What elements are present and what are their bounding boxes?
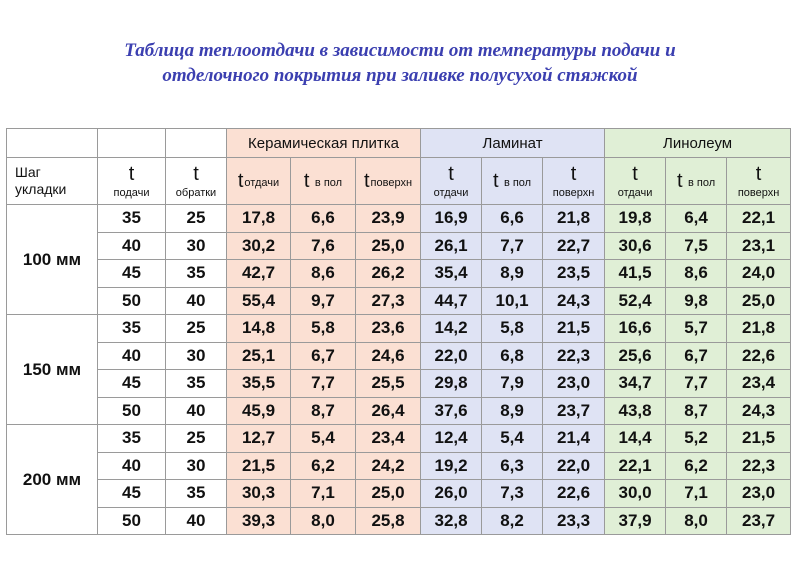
linoleum-output-cell: 43,8 (605, 397, 666, 425)
supply-temp-cell: 35 (98, 315, 166, 343)
ceramic-floor-cell: 7,1 (291, 480, 356, 508)
linoleum-floor-cell: 5,7 (666, 315, 727, 343)
ceramic-floor-cell: 9,7 (291, 287, 356, 315)
supply-temp-header: t подачи (98, 158, 166, 205)
ceramic-floor-cell: 7,7 (291, 370, 356, 398)
ceramic-output-cell: 55,4 (227, 287, 291, 315)
ceramic-surface-cell: 23,6 (356, 315, 421, 343)
linoleum-surface-cell: 22,6 (727, 342, 791, 370)
ceramic-surface-header: tповерхн (356, 158, 421, 205)
return-temp-cell: 35 (166, 260, 227, 288)
table-row (7, 342, 791, 370)
linoleum-output-cell: 19,8 (605, 205, 666, 233)
linoleum-output-header: t отдачи (605, 158, 666, 205)
laminate-surface-header: t поверхн (543, 158, 605, 205)
supply-temp-cell: 45 (98, 260, 166, 288)
linoleum-surface-cell: 23,7 (727, 507, 791, 535)
ceramic-surface-cell: 23,4 (356, 425, 421, 453)
linoleum-output-cell: 52,4 (605, 287, 666, 315)
table-row (7, 507, 791, 535)
laminate-surface-cell: 21,4 (543, 425, 605, 453)
return-temp-cell: 25 (166, 425, 227, 453)
linoleum-floor-cell: 6,4 (666, 205, 727, 233)
laminate-surface-cell: 22,7 (543, 232, 605, 260)
ceramic-surface-cell: 24,2 (356, 452, 421, 480)
ceramic-output-cell: 25,1 (227, 342, 291, 370)
laminate-output-cell: 26,0 (421, 480, 482, 508)
ceramic-surface-cell: 25,8 (356, 507, 421, 535)
linoleum-output-cell: 25,6 (605, 342, 666, 370)
return-temp-cell: 35 (166, 370, 227, 398)
group-linoleum-header: Линолеум (605, 129, 791, 158)
laminate-output-cell: 22,0 (421, 342, 482, 370)
return-temp-cell: 40 (166, 287, 227, 315)
laminate-floor-cell: 7,7 (482, 232, 543, 260)
column-header-row (7, 158, 791, 205)
linoleum-output-cell: 22,1 (605, 452, 666, 480)
linoleum-floor-cell: 7,1 (666, 480, 727, 508)
laminate-output-cell: 37,6 (421, 397, 482, 425)
ceramic-surface-cell: 25,5 (356, 370, 421, 398)
laminate-floor-cell: 8,2 (482, 507, 543, 535)
linoleum-output-cell: 16,6 (605, 315, 666, 343)
laminate-surface-cell: 23,5 (543, 260, 605, 288)
ceramic-output-cell: 30,3 (227, 480, 291, 508)
ceramic-floor-header: t в пол (291, 158, 356, 205)
linoleum-floor-cell: 8,0 (666, 507, 727, 535)
laminate-floor-cell: 6,3 (482, 452, 543, 480)
ceramic-surface-cell: 26,4 (356, 397, 421, 425)
laminate-surface-cell: 22,0 (543, 452, 605, 480)
ceramic-surface-cell: 23,9 (356, 205, 421, 233)
return-temp-cell: 30 (166, 232, 227, 260)
ceramic-floor-cell: 7,6 (291, 232, 356, 260)
laminate-floor-cell: 8,9 (482, 397, 543, 425)
laminate-floor-cell: 8,9 (482, 260, 543, 288)
return-temp-header: t обратки (166, 158, 227, 205)
laminate-floor-cell: 5,4 (482, 425, 543, 453)
table-row (7, 452, 791, 480)
supply-temp-cell: 45 (98, 370, 166, 398)
ceramic-output-cell: 21,5 (227, 452, 291, 480)
return-temp-cell: 35 (166, 480, 227, 508)
title-line-2: отделочного покрытия при заливке полусухой стяжкой (162, 65, 638, 86)
return-temp-cell: 25 (166, 315, 227, 343)
ceramic-floor-cell: 6,2 (291, 452, 356, 480)
laminate-surface-cell: 21,5 (543, 315, 605, 343)
ceramic-surface-cell: 24,6 (356, 342, 421, 370)
linoleum-floor-cell: 6,7 (666, 342, 727, 370)
supply-temp-cell: 45 (98, 480, 166, 508)
supply-temp-cell: 35 (98, 205, 166, 233)
ceramic-output-header: tотдачи (227, 158, 291, 205)
step-header-line2: укладки (15, 181, 67, 197)
ceramic-floor-cell: 8,0 (291, 507, 356, 535)
linoleum-output-cell: 37,9 (605, 507, 666, 535)
laminate-output-cell: 26,1 (421, 232, 482, 260)
laminate-output-cell: 32,8 (421, 507, 482, 535)
linoleum-floor-cell: 6,2 (666, 452, 727, 480)
table-row (7, 480, 791, 508)
table-row (7, 232, 791, 260)
linoleum-output-cell: 34,7 (605, 370, 666, 398)
supply-temp-cell: 40 (98, 452, 166, 480)
laminate-output-cell: 14,2 (421, 315, 482, 343)
laminate-floor-cell: 6,8 (482, 342, 543, 370)
supply-temp-cell: 40 (98, 342, 166, 370)
laminate-output-cell: 29,8 (421, 370, 482, 398)
supply-temp-cell: 50 (98, 287, 166, 315)
table-row (7, 425, 791, 453)
linoleum-output-cell: 14,4 (605, 425, 666, 453)
table-row (7, 287, 791, 315)
ceramic-floor-cell: 6,7 (291, 342, 356, 370)
linoleum-surface-cell: 21,8 (727, 315, 791, 343)
supply-temp-cell: 35 (98, 425, 166, 453)
laminate-surface-cell: 24,3 (543, 287, 605, 315)
step-header (7, 158, 98, 205)
supply-temp-cell: 50 (98, 397, 166, 425)
laminate-surface-cell: 22,6 (543, 480, 605, 508)
table-row (7, 260, 791, 288)
laminate-floor-cell: 7,3 (482, 480, 543, 508)
linoleum-floor-cell: 8,6 (666, 260, 727, 288)
table-row (7, 315, 791, 343)
ceramic-output-cell: 45,9 (227, 397, 291, 425)
linoleum-surface-cell: 21,5 (727, 425, 791, 453)
table-title (0, 38, 800, 88)
laminate-surface-cell: 21,8 (543, 205, 605, 233)
ceramic-surface-cell: 25,0 (356, 232, 421, 260)
ceramic-output-cell: 42,7 (227, 260, 291, 288)
group-ceramic-header: Керамическая плитка (227, 129, 421, 158)
supply-temp-cell: 50 (98, 507, 166, 535)
spacing-cell: 150 мм (7, 315, 98, 425)
ceramic-floor-cell: 5,4 (291, 425, 356, 453)
laminate-output-cell: 44,7 (421, 287, 482, 315)
linoleum-surface-cell: 22,1 (727, 205, 791, 233)
table-row (7, 370, 791, 398)
laminate-output-header: t отдачи (421, 158, 482, 205)
return-temp-cell: 25 (166, 205, 227, 233)
linoleum-surface-cell: 23,0 (727, 480, 791, 508)
corner-cell (7, 129, 98, 158)
linoleum-output-cell: 30,0 (605, 480, 666, 508)
laminate-floor-cell: 5,8 (482, 315, 543, 343)
corner-cell (166, 129, 227, 158)
linoleum-floor-header: t в пол (666, 158, 727, 205)
ceramic-output-cell: 35,5 (227, 370, 291, 398)
laminate-output-cell: 16,9 (421, 205, 482, 233)
return-temp-cell: 40 (166, 507, 227, 535)
ceramic-surface-cell: 25,0 (356, 480, 421, 508)
ceramic-output-cell: 30,2 (227, 232, 291, 260)
linoleum-surface-cell: 24,0 (727, 260, 791, 288)
linoleum-surface-cell: 23,1 (727, 232, 791, 260)
title-line-1: Таблица теплоотдачи в зависимости от температуры подачи и (124, 40, 676, 61)
ceramic-floor-cell: 8,6 (291, 260, 356, 288)
return-temp-cell: 30 (166, 452, 227, 480)
return-temp-cell: 40 (166, 397, 227, 425)
ceramic-output-cell: 17,8 (227, 205, 291, 233)
linoleum-surface-header: t поверхн (727, 158, 791, 205)
linoleum-floor-cell: 8,7 (666, 397, 727, 425)
ceramic-surface-cell: 26,2 (356, 260, 421, 288)
ceramic-floor-cell: 8,7 (291, 397, 356, 425)
laminate-surface-cell: 23,3 (543, 507, 605, 535)
laminate-floor-cell: 10,1 (482, 287, 543, 315)
return-temp-cell: 30 (166, 342, 227, 370)
linoleum-floor-cell: 7,5 (666, 232, 727, 260)
table-row (7, 205, 791, 233)
corner-cell (98, 129, 166, 158)
linoleum-surface-cell: 25,0 (727, 287, 791, 315)
step-header-line1: Шаг (15, 164, 41, 180)
linoleum-surface-cell: 23,4 (727, 370, 791, 398)
linoleum-floor-cell: 9,8 (666, 287, 727, 315)
table-body (7, 129, 791, 535)
supply-temp-cell: 40 (98, 232, 166, 260)
laminate-surface-cell: 22,3 (543, 342, 605, 370)
linoleum-output-cell: 30,6 (605, 232, 666, 260)
spacing-cell: 200 мм (7, 425, 98, 535)
heat-output-table (6, 128, 791, 535)
ceramic-floor-cell: 5,8 (291, 315, 356, 343)
linoleum-floor-cell: 7,7 (666, 370, 727, 398)
laminate-surface-cell: 23,7 (543, 397, 605, 425)
laminate-surface-cell: 23,0 (543, 370, 605, 398)
laminate-output-cell: 19,2 (421, 452, 482, 480)
linoleum-surface-cell: 22,3 (727, 452, 791, 480)
group-header-row (7, 129, 791, 158)
ceramic-surface-cell: 27,3 (356, 287, 421, 315)
ceramic-output-cell: 14,8 (227, 315, 291, 343)
ceramic-floor-cell: 6,6 (291, 205, 356, 233)
laminate-floor-header: t в пол (482, 158, 543, 205)
group-laminate-header: Ламинат (421, 129, 605, 158)
linoleum-surface-cell: 24,3 (727, 397, 791, 425)
laminate-output-cell: 35,4 (421, 260, 482, 288)
ceramic-output-cell: 39,3 (227, 507, 291, 535)
laminate-output-cell: 12,4 (421, 425, 482, 453)
spacing-cell: 100 мм (7, 205, 98, 315)
laminate-floor-cell: 7,9 (482, 370, 543, 398)
linoleum-output-cell: 41,5 (605, 260, 666, 288)
ceramic-output-cell: 12,7 (227, 425, 291, 453)
table-row (7, 397, 791, 425)
laminate-floor-cell: 6,6 (482, 205, 543, 233)
linoleum-floor-cell: 5,2 (666, 425, 727, 453)
